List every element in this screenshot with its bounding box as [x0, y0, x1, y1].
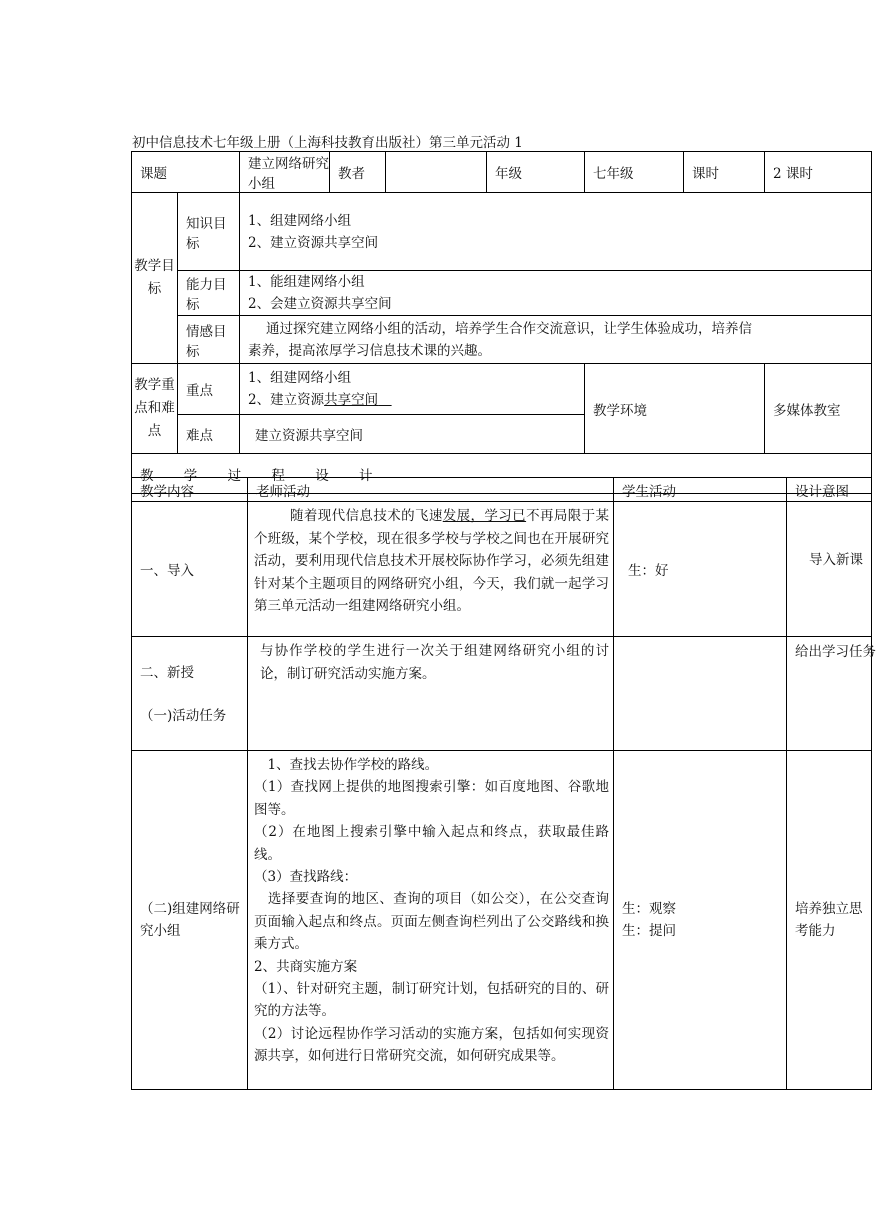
- knowledge-goal-content: [240, 193, 872, 271]
- col-teacher-header: 老师活动: [248, 478, 614, 502]
- row-student-activity: 生：好: [614, 502, 787, 637]
- row-content: （二)组建网络研究小组: [132, 751, 248, 1090]
- focus-content: [240, 364, 585, 415]
- row-content: [132, 637, 248, 751]
- knowledge-item: 1、组建网络小组: [248, 212, 352, 229]
- emotion-line: 通过探究建立网络小组的活动，培养学生合作交流意识，让学生体验成功，培养信: [266, 320, 752, 337]
- focus-item: [248, 389, 584, 411]
- ability-goal-content: [240, 271, 872, 316]
- teaching-goals-label: 教学目标: [132, 193, 178, 364]
- document-title: 初中信息技术七年级上册（上海科技教育出版社）第三单元活动 1: [132, 135, 523, 151]
- row-student-activity: [614, 637, 787, 751]
- row-intent: 培养独立思考能力: [787, 751, 872, 1090]
- col-intent-header: 设计意图: [787, 478, 872, 502]
- difficulty-label: 难点: [178, 415, 240, 454]
- lesson-info-table: [131, 151, 872, 494]
- key-points-label: 教学重点和难点: [132, 364, 178, 454]
- process-header-char: 计: [358, 467, 373, 484]
- teacher-text: 不再局限于某个班级，某个学校，现在很多学校与学校之间也在开展研究活动，要利用现代信息技术开展校际协作学习，必须先组建针对某个主题项目的网络研究小组，今天，我们就一起学习第三单元活动一组建网络研究小组。: [254, 508, 610, 614]
- row-teacher-activity: [248, 751, 614, 1090]
- process-header-char: 学: [183, 467, 198, 484]
- teacher-line: 2、共商实施方案: [254, 958, 358, 975]
- ability-goal-label: 能力目标: [178, 271, 240, 316]
- focus-label: 重点: [178, 364, 240, 415]
- ability-item: 1、能组建网络小组: [248, 274, 365, 290]
- focus-item: 1、组建网络小组: [248, 370, 352, 386]
- teacher-line: （1）查找网上提供的地图搜索引擎：如百度地图、谷歌地图等。: [254, 779, 609, 818]
- topic-value: 建立网络研究小组: [240, 152, 330, 193]
- row-content: 一、导入: [132, 502, 248, 637]
- env-label: 教学环境: [585, 364, 765, 454]
- process-header-char: 程: [271, 467, 285, 484]
- ability-item: 2、会建立资源共享空间: [248, 296, 392, 312]
- table-row: [132, 637, 872, 751]
- student-line: 生：提问: [622, 923, 676, 939]
- col-content-header: 教学内容: [132, 478, 248, 502]
- teacher-line: （2）讨论远程协作学习活动的实施方案，包括如何实现资源共享，如何进行日常研究交流，如何研究成果等。: [254, 1025, 609, 1065]
- row-teacher-activity: [248, 502, 614, 637]
- table-row: [132, 502, 872, 637]
- hours-label: 课时: [684, 152, 765, 193]
- topic-label: 课题: [132, 152, 240, 193]
- row-intent: 给出学习任务: [787, 637, 872, 751]
- focus-item-underlined: 共享空间: [324, 392, 379, 408]
- row-student-activity: [614, 751, 787, 1090]
- row-content-line: 二、新授: [140, 665, 194, 681]
- col-student-header: 学生活动: [614, 478, 787, 502]
- emotion-line: 素养，提高浓厚学习信息技术课的兴趣。: [248, 342, 491, 359]
- teacher-line: （1）、针对研究主题，制订研究计划，包括研究的目的、研究的方法等。: [254, 981, 609, 1020]
- teacher-value: [386, 152, 487, 193]
- teacher-line: 1、查找去协作学校的路线。: [254, 757, 439, 773]
- teacher-label: 教者: [330, 152, 386, 193]
- row-intent: 导入新课: [787, 502, 872, 637]
- process-header-char: 过: [227, 467, 242, 484]
- student-line: 生：观察: [622, 901, 676, 917]
- row-content-line: （一)活动任务: [140, 708, 227, 724]
- focus-item-text: 2、建立资源: [248, 392, 325, 408]
- grade-value: 七年级: [585, 152, 684, 193]
- knowledge-item: 2、建立资源共享空间: [248, 234, 379, 251]
- process-header-char: 教: [140, 467, 154, 484]
- grade-label: 年级: [487, 152, 585, 193]
- hours-value: 2 课时: [765, 152, 872, 193]
- teaching-process-table: [131, 477, 876, 1090]
- process-header-char: 设: [315, 467, 329, 484]
- difficulty-value: 建立资源共享空间: [240, 415, 585, 454]
- teacher-line: （2）在地图上搜索引擎中输入起点和终点，获取最佳路线。: [254, 824, 609, 863]
- teacher-text-underlined: 发展，学习已: [442, 508, 527, 524]
- emotion-goal-content: [240, 316, 872, 364]
- table-row: [132, 751, 872, 1090]
- row-teacher-activity: 与协作学校的学生进行一次关于组建网络研究小组的讨论，制订研究活动实施方案。: [248, 637, 614, 751]
- env-value: 多媒体教室: [765, 364, 872, 454]
- teacher-line: （3）查找路线：: [254, 869, 358, 886]
- knowledge-goal-label: 知识目标: [178, 193, 240, 271]
- emotion-goal-label: 情感目标: [178, 316, 240, 364]
- teacher-text: 随着现代信息技术的飞速: [290, 508, 443, 524]
- teacher-line: 选择要查询的地区、查询的项目（如公交），在公交查询页面输入起点和终点。页面左侧查询栏列出了公交路线和换乘方式。: [254, 891, 609, 953]
